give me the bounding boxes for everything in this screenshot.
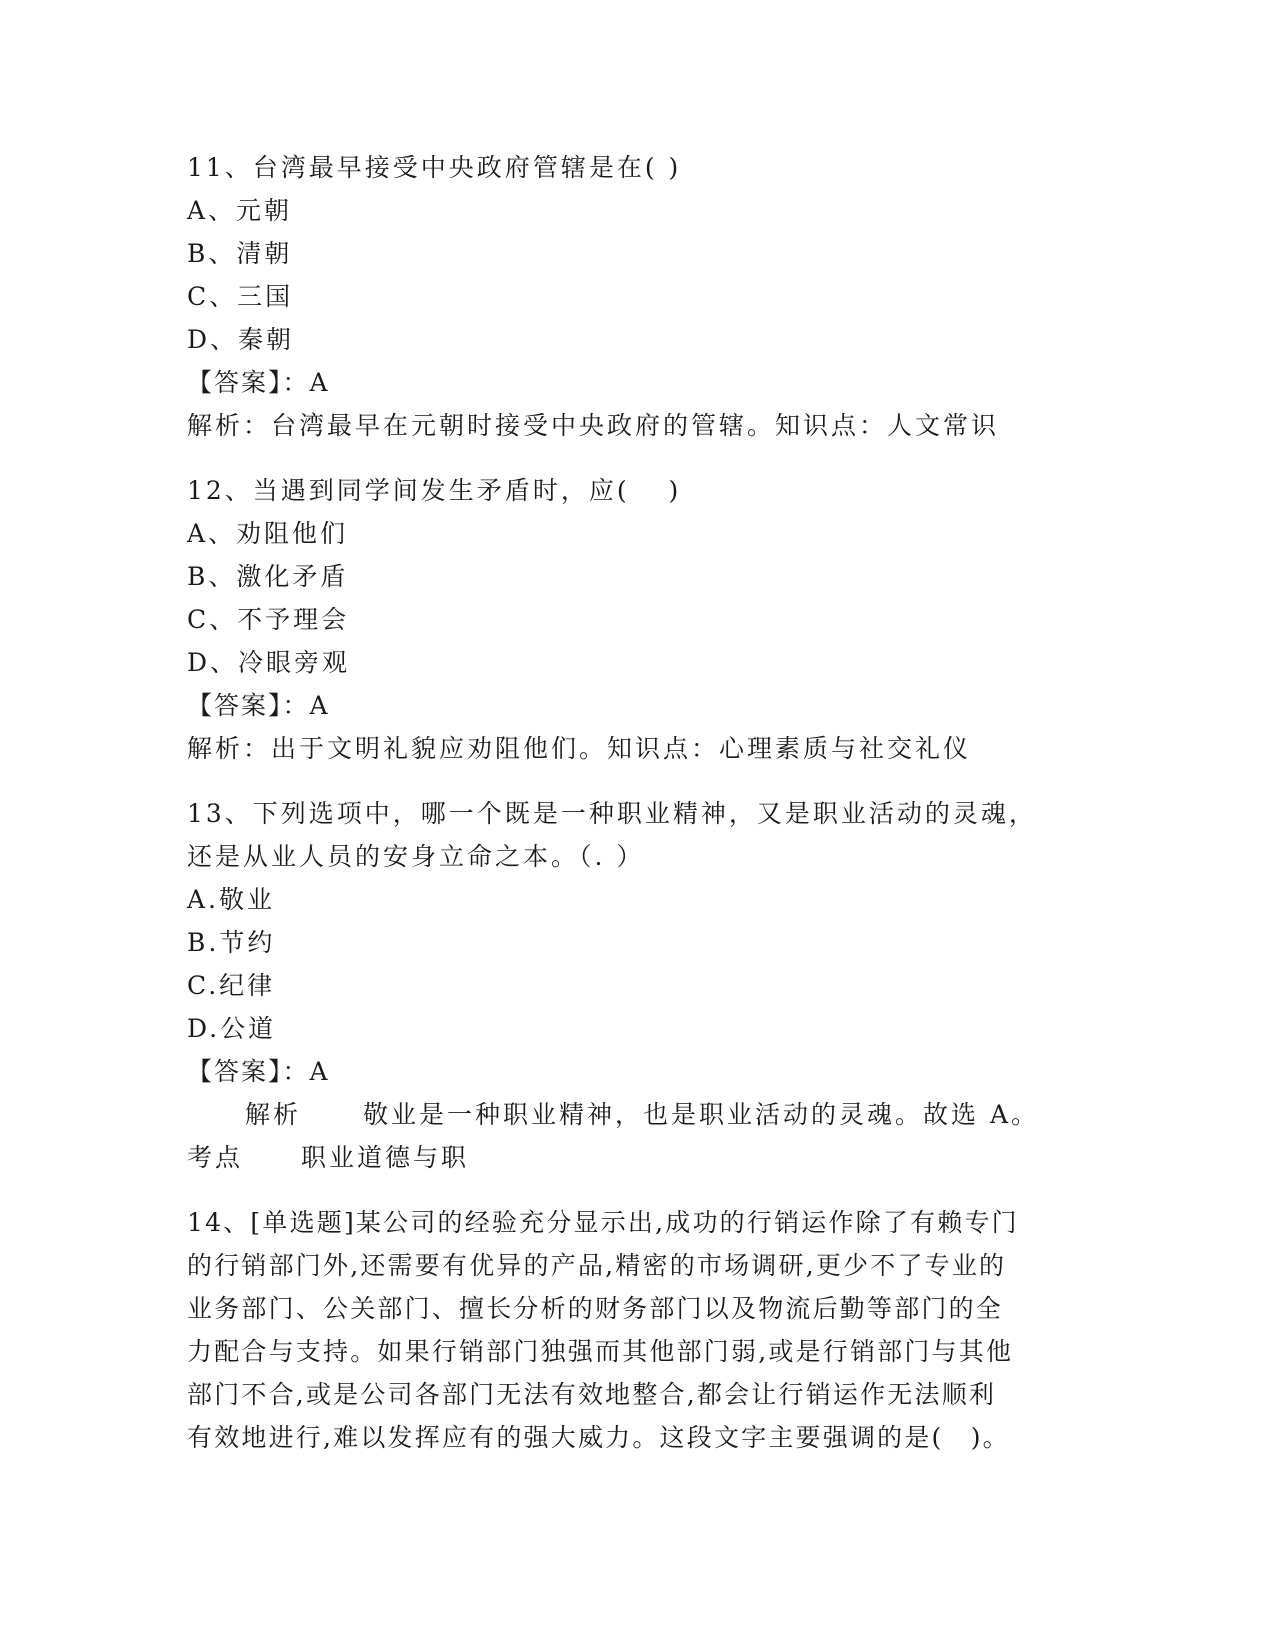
question-stem-continued: 力配合与支持。如果行销部门独强而其他部门弱,或是行销部门与其他 — [187, 1337, 1014, 1366]
analysis-label: 解析 — [245, 1100, 302, 1129]
answer-line — [187, 1050, 1087, 1093]
topic-label: 考点 — [187, 1143, 244, 1172]
option-c: C、三国 — [187, 282, 294, 311]
topic-line — [187, 1136, 1087, 1179]
option-c: C.纪律 — [187, 971, 276, 1000]
question-stem-continued: 业务部门、公关部门、擅长分析的财务部门以及物流后勤等部门的全 — [187, 1294, 1004, 1323]
question-list — [187, 146, 1087, 1459]
option-a: A.敬业 — [187, 885, 276, 914]
analysis-line — [187, 1093, 1087, 1136]
question-stem-continued: 部门不合,或是公司各部门无法有效地整合,都会让行销运作无法顺利 — [187, 1380, 997, 1409]
question-stem: 14、[单选题]某公司的经验充分显示出,成功的行销运作除了有赖专门 — [187, 1208, 1019, 1237]
option-b: B、清朝 — [187, 239, 293, 268]
option-d: D.公道 — [187, 1014, 277, 1043]
option-a: A、元朝 — [187, 196, 293, 225]
option-b: B.节约 — [187, 928, 276, 957]
question-stem: 11、台湾最早接受中央政府管辖是在( ) — [187, 153, 682, 182]
option-a: A、劝阻他们 — [187, 519, 349, 548]
question-stem-continued: 有效地进行,难以发挥应有的强大威力。这段文字主要强调的是( )。 — [187, 1423, 1010, 1452]
option-c: C、不予理会 — [187, 605, 350, 634]
answer-value: A — [309, 368, 330, 397]
analysis-text: 敬业是一种职业精神，也是职业活动的灵魂。故选 A。 — [363, 1100, 1040, 1129]
answer-line — [187, 684, 1087, 727]
answer-value: A — [309, 691, 330, 720]
topic-text: 职业道德与职 — [301, 1143, 470, 1172]
answer-line — [187, 361, 1087, 404]
option-d: D、秦朝 — [187, 325, 295, 354]
answer-label: 【答案】： — [187, 691, 310, 720]
question-12 — [187, 469, 1087, 770]
answer-value: A — [309, 1057, 330, 1086]
question-stem-continued: 还是从业人员的安身立命之本。（. ） — [187, 842, 645, 871]
analysis-line: 解析：出于文明礼貌应劝阻他们。知识点：心理素质与社交礼仪 — [187, 734, 972, 763]
question-13 — [187, 792, 1087, 1179]
question-stem: 13、下列选项中，哪一个既是一种职业精神，又是职业活动的灵魂， — [187, 799, 1037, 828]
analysis-line: 解析：台湾最早在元朝时接受中央政府的管辖。知识点：人文常识 — [187, 411, 1000, 440]
question-stem: 12、当遇到同学间发生矛盾时，应( ) — [187, 476, 682, 505]
option-d: D、冷眼旁观 — [187, 648, 351, 677]
answer-label: 【答案】： — [187, 1057, 310, 1086]
option-b: B、激化矛盾 — [187, 562, 349, 591]
question-11 — [187, 146, 1087, 447]
question-stem-continued: 的行销部门外,还需要有优异的产品,精密的市场调研,更少不了专业的 — [187, 1251, 1007, 1280]
answer-label: 【答案】： — [187, 368, 310, 397]
question-14 — [187, 1201, 1087, 1459]
